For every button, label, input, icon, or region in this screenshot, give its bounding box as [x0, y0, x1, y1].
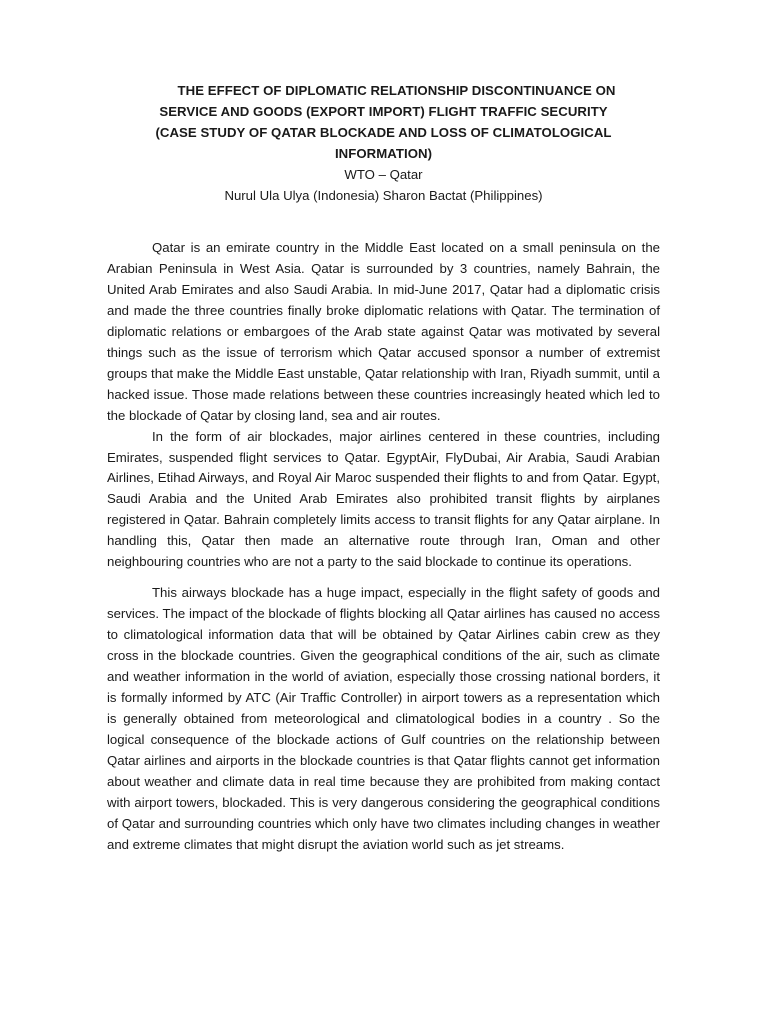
body-paragraph-2: In the form of air blockades, major airlines centered in these countries, including Emirates, suspended flight services to Qatar. EgyptAir, FlyDubai, Air Arabia, Saudi Arabian Airlines, Etihad Airways, and Royal Air Maroc suspended their flights to and from Qatar. Egypt, Saudi Arabia and the United Arab Emirates also prohibited transit flights by airplanes registered in Qatar. Bahrain completely limits access to transit flights for any Qatar airplane. In handling this, Qatar then made an alternative route through Iran, Oman and other neighbouring countries who are not a party to the said blockade to continue its operations. [107, 428, 660, 570]
document-title-line-2: SERVICE AND GOODS (EXPORT IMPORT) FLIGHT TRAFFIC SECURITY [159, 104, 608, 119]
document-title-line-4: INFORMATION) [334, 146, 433, 161]
body-paragraph-1: Qatar is an emirate country in the Middle East located on a small peninsula on the Arabian Peninsula in West Asia. Qatar is surrounded by 3 countries, namely Bahrain, the United Arab Emirates and also Saudi Arabia. In mid-June 2017, Qatar had a diplomatic crisis and made the three countries finally broke diplomatic relations with Qatar. The termination of diplomatic relations or embargoes of the Arab state against Qatar was motivated by several things such as the issue of terrorism which Qatar accused sponsor a number of extremist groups that make the Middle East unstable, Qatar relationship with Iran, Riyadh summit, until a hacked issue. Those made relations between these countries increasingly heated which led to the blockade of Qatar by closing land, sea and air routes. [107, 240, 660, 423]
document-title-line-1: THE EFFECT OF DIPLOMATIC RELATIONSHIP DISCONTINUANCE ON [177, 83, 616, 98]
authors-line: Nurul Ula Ulya (Indonesia) Sharon Bactat (Philippines) [224, 188, 543, 203]
body-paragraph-3: This airways blockade has a huge impact, especially in the flight safety of goods and services. The impact of the blockade of flights blocking all Qatar airlines has caused no access to climatological information data that will be obtained by Qatar Airlines cabin crew as they cross in the blockade countries. Given the geographical conditions of the air, such as climate and weather information in the world of aviation, especially those crossing national borders, it is formally informed by ATC (Air Traffic Controller) in airport towers as a representation which is generally obtained from meteorological and climatological bodies in a country . So the logical consequence of the blockade actions of Gulf countries on the relationship between Qatar airlines and airports in the blockade countries is that Qatar flights cannot get information about weather and climate data in real time because they are prohibited from making contact with airport towers, blockaded. This is very dangerous considering the geographical conditions of Qatar and surrounding countries which only have two climates including changes in weather and extreme climates that might disrupt the aviation world such as jet streams. [107, 585, 660, 852]
document-body [107, 238, 660, 856]
document-header [97, 80, 670, 206]
document-title-line-3: (CASE STUDY OF QATAR BLOCKADE AND LOSS OF CLIMATOLOGICAL [155, 125, 612, 140]
committee-label: WTO – Qatar [344, 167, 423, 182]
document-page [107, 80, 660, 856]
